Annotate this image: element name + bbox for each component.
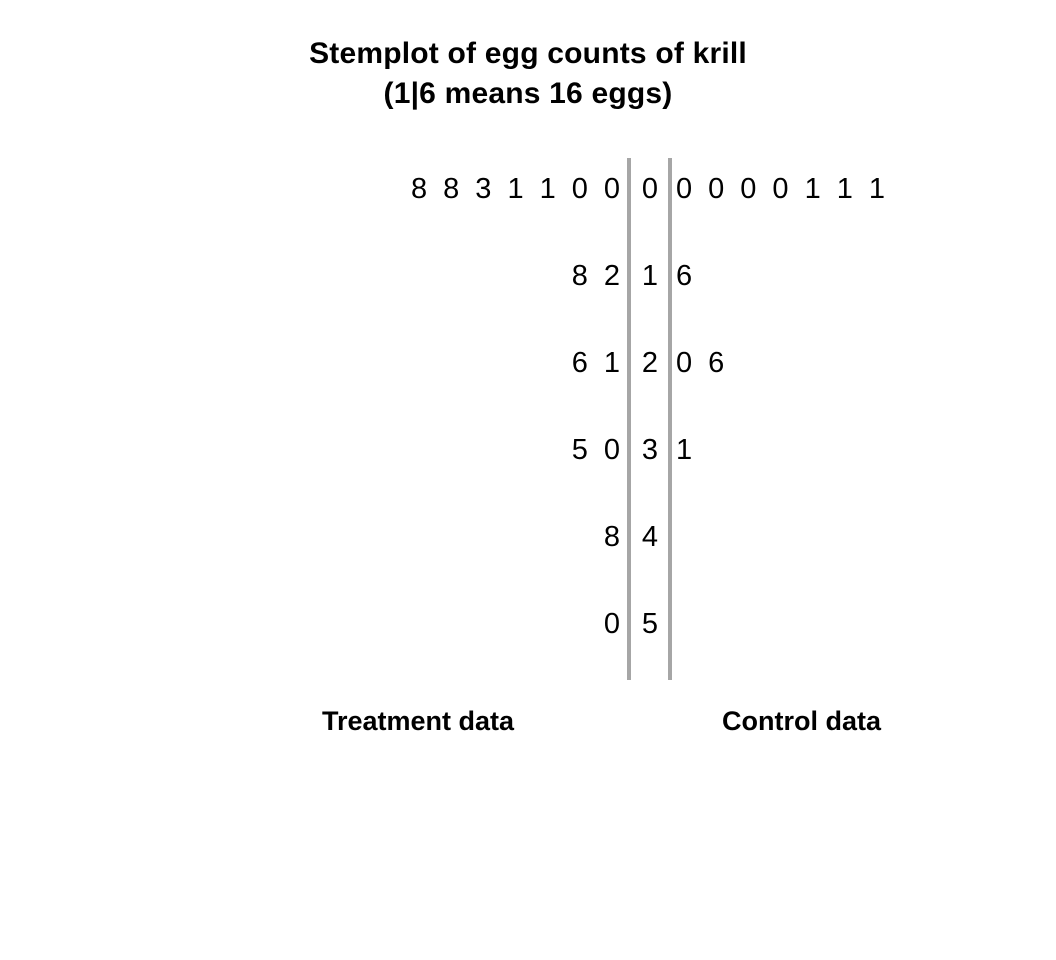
leaf: 1	[603, 347, 620, 379]
right-leaves	[676, 346, 740, 380]
leaf: 1	[836, 173, 853, 205]
chart-title	[0, 34, 1056, 114]
right-group-label: Control data	[722, 706, 881, 736]
stemplot-row	[0, 332, 1056, 419]
leaf: 0	[708, 173, 725, 205]
leaf: 1	[676, 434, 693, 466]
leaf: 6	[708, 347, 725, 379]
right-leaves	[676, 172, 901, 206]
left-leaves	[556, 259, 620, 293]
right-leaves	[676, 433, 708, 467]
leaf: 8	[603, 521, 620, 553]
stem-digit: 4	[641, 521, 659, 553]
leaf: 0	[571, 173, 588, 205]
leaf: 5	[571, 434, 588, 466]
stem-digit: 1	[641, 260, 659, 292]
stem-digit: 0	[641, 173, 659, 205]
leaf: 1	[539, 173, 556, 205]
stemplot-row	[0, 419, 1056, 506]
leaf: 0	[772, 173, 789, 205]
left-leaves	[588, 607, 620, 641]
leaf: 0	[676, 173, 693, 205]
stemplot-row	[0, 158, 1056, 245]
left-group-label: Treatment data	[322, 706, 515, 736]
stemplot-row	[0, 593, 1056, 680]
stemplot-rows	[0, 158, 1056, 680]
left-leaves	[556, 346, 620, 380]
left-leaves	[588, 520, 620, 554]
left-leaves	[395, 172, 620, 206]
chart-title-key: (1|6 means 16 eggs)	[383, 77, 673, 110]
leaf: 1	[507, 173, 524, 205]
leaf: 0	[740, 173, 757, 205]
stem-digit: 2	[641, 347, 659, 379]
left-leaves	[556, 433, 620, 467]
leaf: 8	[571, 260, 588, 292]
leaf: 1	[804, 173, 821, 205]
leaf: 0	[603, 608, 620, 640]
leaf: 0	[676, 347, 693, 379]
chart-title-main: Stemplot of egg counts of krill	[309, 37, 747, 70]
leaf: 6	[571, 347, 588, 379]
stem-digit: 3	[641, 434, 659, 466]
leaf: 8	[443, 173, 460, 205]
leaf: 6	[676, 260, 693, 292]
leaf: 0	[603, 434, 620, 466]
stemplot-row	[0, 506, 1056, 593]
leaf: 2	[603, 260, 620, 292]
stemplot-row	[0, 245, 1056, 332]
leaf: 0	[603, 173, 620, 205]
leaf: 3	[475, 173, 492, 205]
right-leaves	[676, 259, 708, 293]
leaf: 8	[411, 173, 428, 205]
stem-digit: 5	[641, 608, 659, 640]
leaf: 1	[868, 173, 885, 205]
